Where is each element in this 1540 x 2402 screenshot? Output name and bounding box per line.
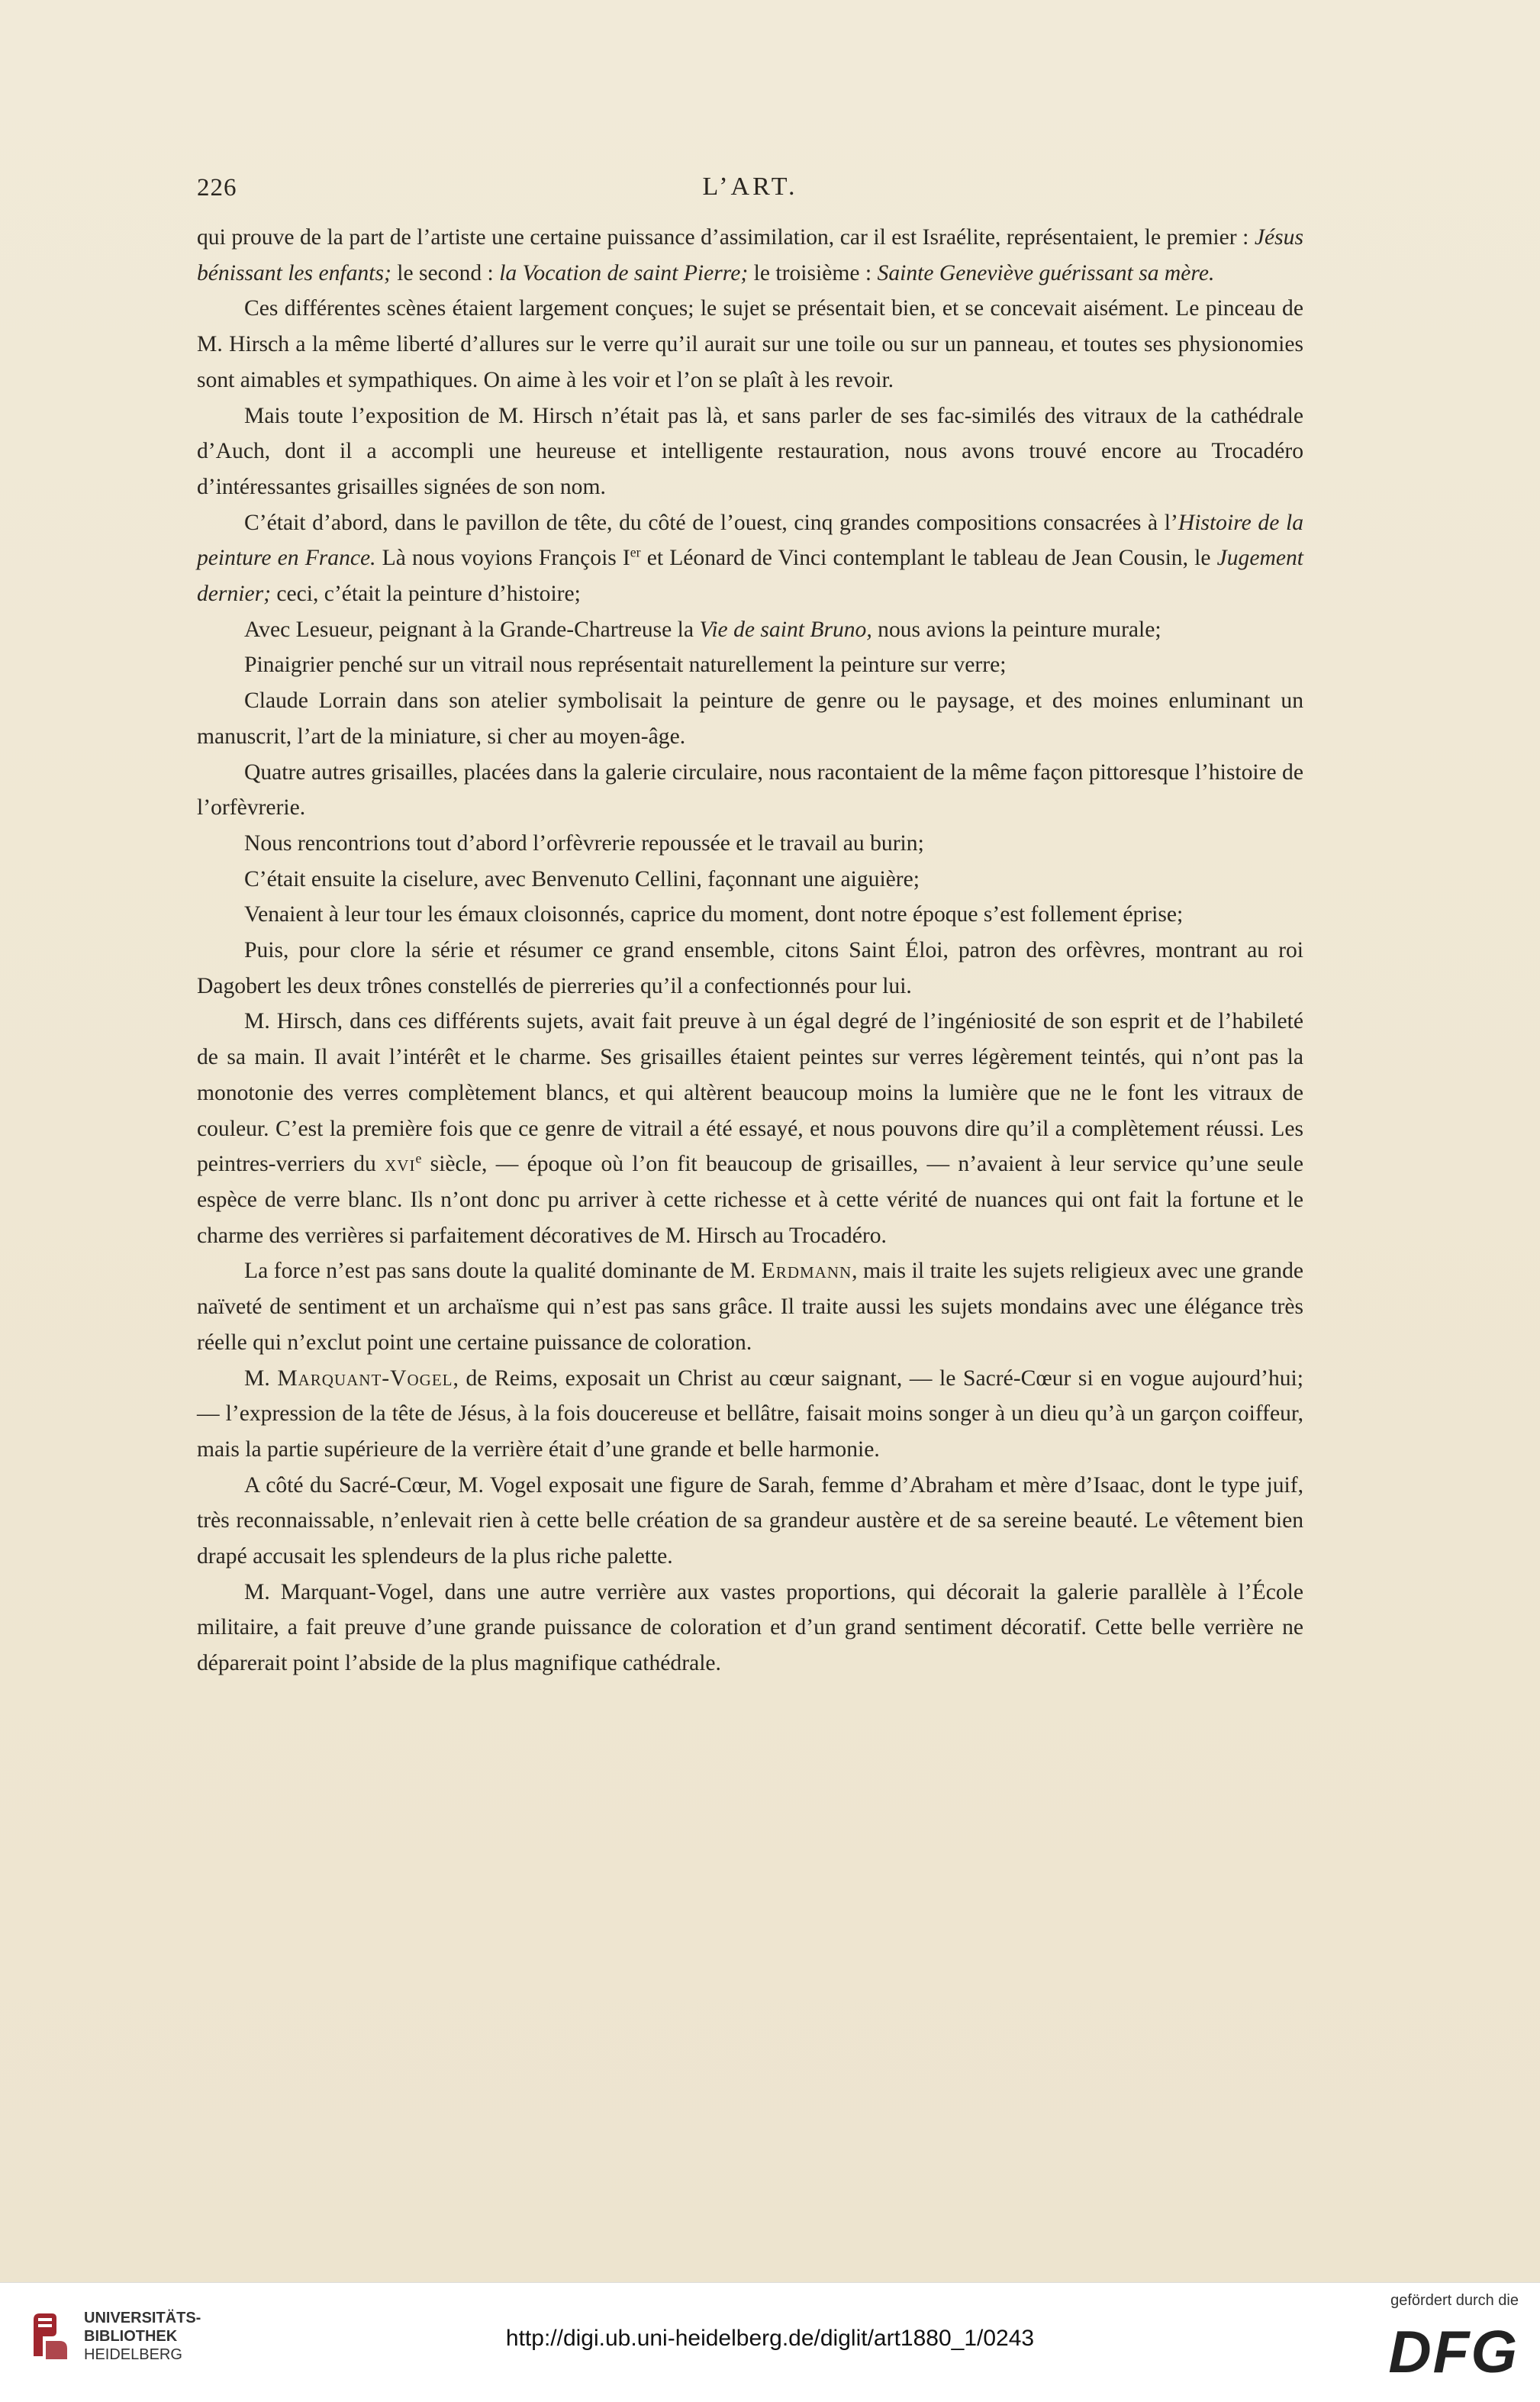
paragraph-16: A côté du Sacré-Cœur, M. Vogel exposait une figure de Sarah, femme d’Abraham et mère d’Isaac, dont le type juif, très reconnaissable, n’enlevait rien à cette belle création de sa grandeur austère et de sa sereine beauté. Le vêtement bien drapé accusait les splendeurs de la plus riche palette. — [197, 1472, 1303, 1569]
dfg-logo[interactable]: DFG — [1388, 2318, 1519, 2385]
paragraph-9: Nous rencontrions tout d’abord l’orfèvrerie repoussée et le travail au burin; — [244, 830, 924, 856]
permalink-url[interactable]: http://digi.ub.uni-heidelberg.de/diglit/art1880_1/0243 — [505, 2326, 1035, 2351]
paragraph-3: Mais toute l’exposition de M. Hirsch n’était pas là, et sans parler de ses fac-similés des vitraux de la cathédrale d’Auch, dont il a accompli une heureuse et intelligente restauration, nous avons trouvé encore au Trocadéro d’intéressantes grisailles signées de son nom. — [197, 403, 1303, 499]
paragraph-7: Claude Lorrain dans son atelier symbolisait la peinture de genre ou le paysage, et des moines enluminant un manuscrit, l’art de la miniature, si cher au moyen-âge. — [197, 688, 1303, 749]
paragraph-5: Avec Lesueur, peignant à la Grande-Chartreuse la Vie de saint Bruno, nous avions la peinture murale; — [244, 617, 1161, 642]
paragraph-14: La force n’est pas sans doute la qualité dominante de M. Erdmann, mais il traite les sujets religieux avec une grande naïveté de sentiment et un archaïsme qui n’est pas sans grâce. Il traite aussi les sujets mondains avec une élégance très réelle qui n’exclut point une certaine puissance de coloration. — [197, 1259, 1303, 1355]
paragraph-11: Venaient à leur tour les émaux cloisonnés, caprice du moment, dont notre époque s’est follement éprise; — [244, 902, 1184, 927]
paragraph-1: qui prouve de la part de l’artiste une certaine puissance d’assimilation, car il est Israélite, représentaient, le premier : Jésus bénissant les enfants; le second : la Vocation de saint Pierre; le troisième : Sainte Geneviève guérissant sa mère. — [197, 225, 1303, 285]
paragraph-10: C’était ensuite la ciselure, avec Benvenuto Cellini, façonnant une aiguière; — [244, 866, 920, 891]
funding-credit — [1335, 2292, 1519, 2391]
page-header — [197, 174, 1303, 212]
funding-label: gefördert durch die — [1390, 2292, 1519, 2309]
paragraph-6: Pinaigrier penché sur un vitrail nous représentait naturellement la peinture sur verre; — [244, 653, 1007, 678]
paragraph-4: C’était d’abord, dans le pavillon de tête, du côté de l’ouest, cinq grandes compositions consacrées à l’Histoire de la peinture en France. Là nous voyions François Ier et Léonard de Vinci contemplant le tableau de Jean Cousin, le Jugement dernier; ceci, c’était la peinture d’histoire; — [197, 510, 1303, 607]
paragraph-12: Puis, pour clore la série et résumer ce grand ensemble, citons Saint Éloi, patron des orfèvres, montrant au roi Dagobert les deux trônes constellés de pierreries qu’il a confectionnés pour lui. — [197, 938, 1303, 998]
running-title: L’ART. — [702, 172, 798, 201]
institution-name: UNIVERSITÄTS- BIBLIOTHEK HEIDELBERG — [84, 2310, 201, 2363]
paragraph-13: M. Hirsch, dans ces différents sujets, avait fait preuve à un égal degré de l’ingéniosité de son esprit et de l’habileté de sa main. Il avait l’intérêt et le charme. Ses grisailles étaient peintes sur verres légèrement teintés, qui n’ont pas la monotonie des verres complètement blancs, et qui altèrent beaucoup moins la lumière que ne le font les vitraux de couleur. C’est la première fois que ce genre de vitrail a été essayé, et nous pouvons dire qu’il a complètement réussi. Les peintres-verriers du xvi$^e$ siècle, — époque où l’on fit beaucoup de grisailles, — n’avaient à leur service qu’une seule espèce de verre blanc. Ils n’ont donc pu arriver à cette richesse et à cette vérité de nuances qui ont fait la fortune et le charme des verrières si parfaitement décoratives de M. Hirsch au Trocadéro. — [197, 1009, 1303, 1248]
viewer-footer — [0, 2282, 1540, 2402]
page-number: 226 — [197, 174, 237, 202]
paragraph-2: Ces différentes scènes étaient largement conçues; le sujet se présentait bien, et se concevait aisément. Le pinceau de M. Hirsch a la même liberté d’allures sur le verre qu’il aurait sur une toile ou sur un panneau, et toutes ses physionomies sont aimables et sympathiques. On aime à les voir et l’on se plaît à les revoir. — [197, 296, 1303, 392]
paragraph-15: M. Marquant-Vogel, de Reims, exposait un Christ au cœur saignant, — le Sacré-Cœur si en vogue aujourd’hui; — l’expression de la tête de Jésus, à la fois doucereuse et bellâtre, faisait moins songer à un dieu qu’à un garçon coiffeur, mais la partie supérieure de la verrière était d’une grande et belle harmonie. — [197, 1365, 1303, 1462]
article-body — [197, 220, 1303, 1681]
paragraph-8: Quatre autres grisailles, placées dans la galerie circulaire, nous racontaient de la même façon pittoresque l’histoire de l’orfèvrerie. — [197, 759, 1303, 821]
paragraph-17: M. Marquant-Vogel, dans une autre verrière aux vastes proportions, qui décorait la galerie parallèle à l’École militaire, a fait preuve d’une grande puissance de coloration et d’un grand sentiment décoratif. Cette belle verrière ne déparerait point l’abside de la plus magnifique cathédrale. — [197, 1579, 1303, 1676]
